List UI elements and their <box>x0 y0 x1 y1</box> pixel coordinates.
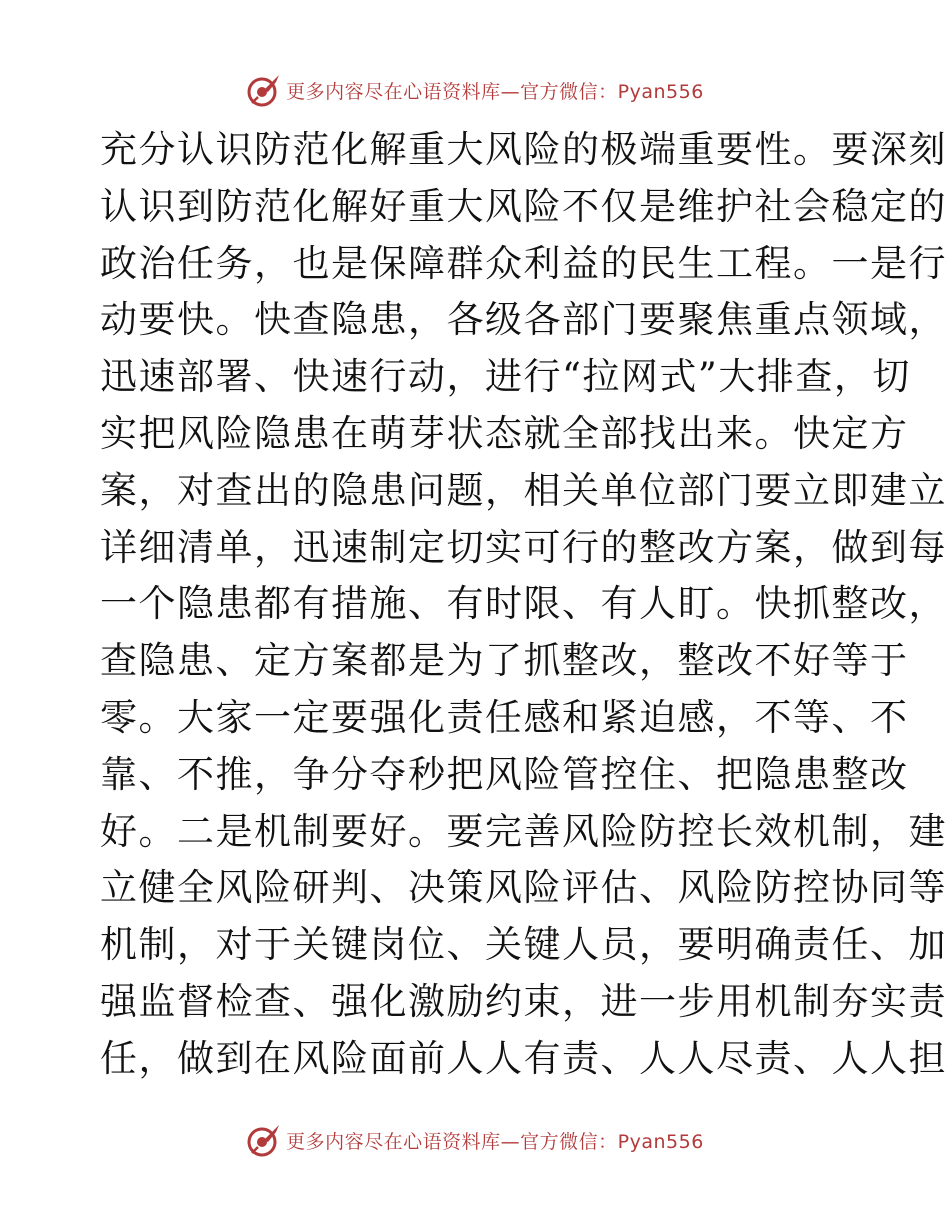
text-line: 政治任务，也是保障群众利益的民生工程。一是行 <box>100 241 947 285</box>
text-line: 迅速部署、快速行动，进行“拉网式”大排查，切 <box>100 355 911 399</box>
text-line: 机制，对于关键岗位、关键人员，要明确责任、加 <box>100 923 947 967</box>
text-line: 靠、不推，争分夺秒把风险管控住、把隐患整改 <box>100 752 909 796</box>
text-line: 认识到防范化解好重大风险不仅是维护社会稳定的 <box>100 184 947 228</box>
header-banner <box>0 70 950 110</box>
text-line: 案，对查出的隐患问题，相关单位部门要立即建立 <box>100 468 947 512</box>
text-line: 查隐患、定方案都是为了抓整改，整改不好等于 <box>100 639 909 683</box>
text-line: 动要快。快查隐患，各级各部门要聚焦重点领域， <box>100 298 947 342</box>
text-line: 充分认识防范化解重大风险的极端重要性。要深刻 <box>100 128 947 171</box>
text-line: 零。大家一定要强化责任感和紧迫感，不等、不 <box>100 695 909 739</box>
text-line: 好。二是机制要好。要完善风险防控长效机制，建 <box>100 809 947 853</box>
text-line: 强监督检查、强化激励约束，进一步用机制夯实责 <box>100 979 947 1023</box>
quill-pen-logo-icon <box>246 72 282 108</box>
text-line: 任，做到在风险面前人人有责、人人尽责、人人担 <box>100 1036 947 1080</box>
header-banner-text: 更多内容尽在心语资料库—官方微信：Pyan556 <box>286 80 704 103</box>
text-line: 实把风险隐患在萌芽状态就全部找出来。快定方 <box>100 411 909 455</box>
text-line: 一个隐患都有措施、有时限、有人盯。快抓整改， <box>100 582 947 626</box>
footer-banner-text: 更多内容尽在心语资料库—官方微信：Pyan556 <box>286 1130 704 1153</box>
quill-pen-logo-icon <box>246 1122 282 1158</box>
footer-banner <box>0 1120 950 1160</box>
text-line: 详细清单，迅速制定切实可行的整改方案，做到每 <box>100 525 947 569</box>
text-line: 立健全风险研判、决策风险评估、风险防控协同等 <box>100 866 947 910</box>
body-paragraph <box>100 122 947 1088</box>
